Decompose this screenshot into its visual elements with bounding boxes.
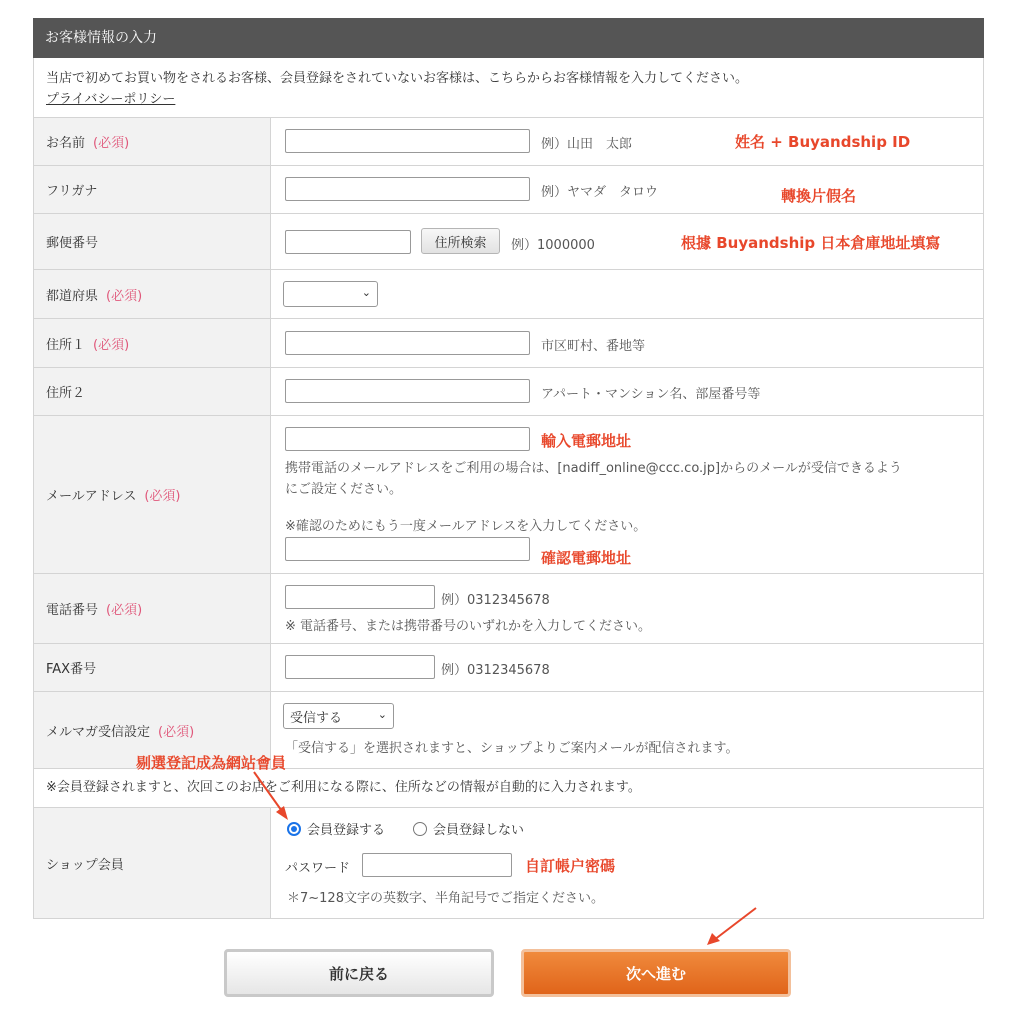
- email-annotation: 輸入電郵地址: [541, 432, 632, 450]
- name-example: 例）山田 太郎: [541, 137, 633, 152]
- kana-label: フリガナ: [46, 184, 98, 199]
- email-note-line2: にご設定ください。: [285, 482, 403, 497]
- address1-example: 市区町村、番地等: [541, 339, 646, 354]
- phone-label: 電話番号: [46, 603, 99, 618]
- member-annotation: 剔選登記成為網站會員: [136, 754, 287, 772]
- required-mark: (必須): [106, 603, 143, 618]
- newsletter-selected: 受信する: [290, 710, 343, 726]
- section-header: お客様情報の入力: [33, 18, 984, 58]
- address2-example: アパート・マンション名、部屋番号等: [541, 387, 761, 402]
- intro-text: 当店で初めてお買い物をされるお客様、会員登録をされていないお客様は、こちらからお客様情報を入力してください。: [46, 71, 749, 86]
- required-mark: (必須): [144, 489, 181, 504]
- phone-example: 例）0312345678: [441, 593, 550, 608]
- next-button[interactable]: 次へ進む: [521, 949, 791, 997]
- fax-example: 例）0312345678: [441, 663, 550, 678]
- fax-label: FAX番号: [46, 662, 97, 677]
- newsletter-note: 「受信する」を選択されますと、ショップよりご案内メールが配信されます。: [285, 741, 739, 756]
- name-annotation: 姓名 + Buyandship ID: [735, 133, 911, 151]
- address2-label: 住所２: [46, 386, 86, 401]
- required-mark: (必須): [93, 136, 130, 151]
- email-note-line1: 携帯電話のメールアドレスをご利用の場合は、[nadiff_online@ccc.co.jp]からのメールが受信できるよう: [285, 461, 902, 476]
- register-member-label[interactable]: 会員登録する: [307, 823, 386, 838]
- kana-annotation: 轉換片假名: [781, 187, 857, 205]
- address1-label: 住所１: [46, 337, 86, 353]
- required-mark: (必須): [158, 724, 195, 740]
- shop-member-label: ショップ会員: [46, 857, 124, 873]
- password-annotation: 自訂帳户密碼: [525, 857, 616, 875]
- chevron-down-icon: ⌄: [377, 708, 387, 721]
- arrow-to-register-radio: [254, 772, 288, 820]
- phone-note: ※ 電話番号、または携帯番号のいずれかを入力してください。: [285, 619, 652, 634]
- newsletter-label: メルマガ受信設定: [46, 724, 151, 740]
- address-search-button[interactable]: 住所検索: [421, 228, 500, 254]
- no-register-member-label[interactable]: 会員登録しない: [433, 823, 525, 838]
- postal-annotation: 根據 Buyandship 日本倉庫地址填寫: [681, 234, 941, 252]
- email-confirm-annotation: 確認電郵地址: [541, 549, 632, 567]
- email-label: メールアドレス: [46, 489, 137, 504]
- email-confirm-note: ※確認のためにもう一度メールアドレスを入力してください。: [285, 519, 647, 534]
- arrow-to-next-button: [707, 908, 756, 945]
- privacy-policy-link[interactable]: プライバシーポリシー: [46, 92, 176, 107]
- password-label: パスワード: [285, 861, 351, 876]
- password-note: ＊7~128文字の英数字、半角記号でご指定ください。: [287, 891, 604, 906]
- name-label: お名前: [46, 136, 86, 151]
- back-button[interactable]: 前に戻る: [224, 949, 494, 997]
- kana-example: 例）ヤマダ タロウ: [541, 185, 659, 200]
- chevron-down-icon: ⌄: [361, 286, 371, 299]
- postal-example: 例）1000000: [511, 238, 595, 253]
- member-notice: ※会員登録されますと、次回このお店をご利用になる際に、住所などの情報が自動的に入力されます。: [46, 780, 641, 795]
- postal-label: 郵便番号: [46, 236, 99, 251]
- prefecture-label: 都道府県: [46, 288, 99, 304]
- required-mark: (必須): [93, 337, 130, 353]
- required-mark: (必須): [106, 288, 143, 304]
